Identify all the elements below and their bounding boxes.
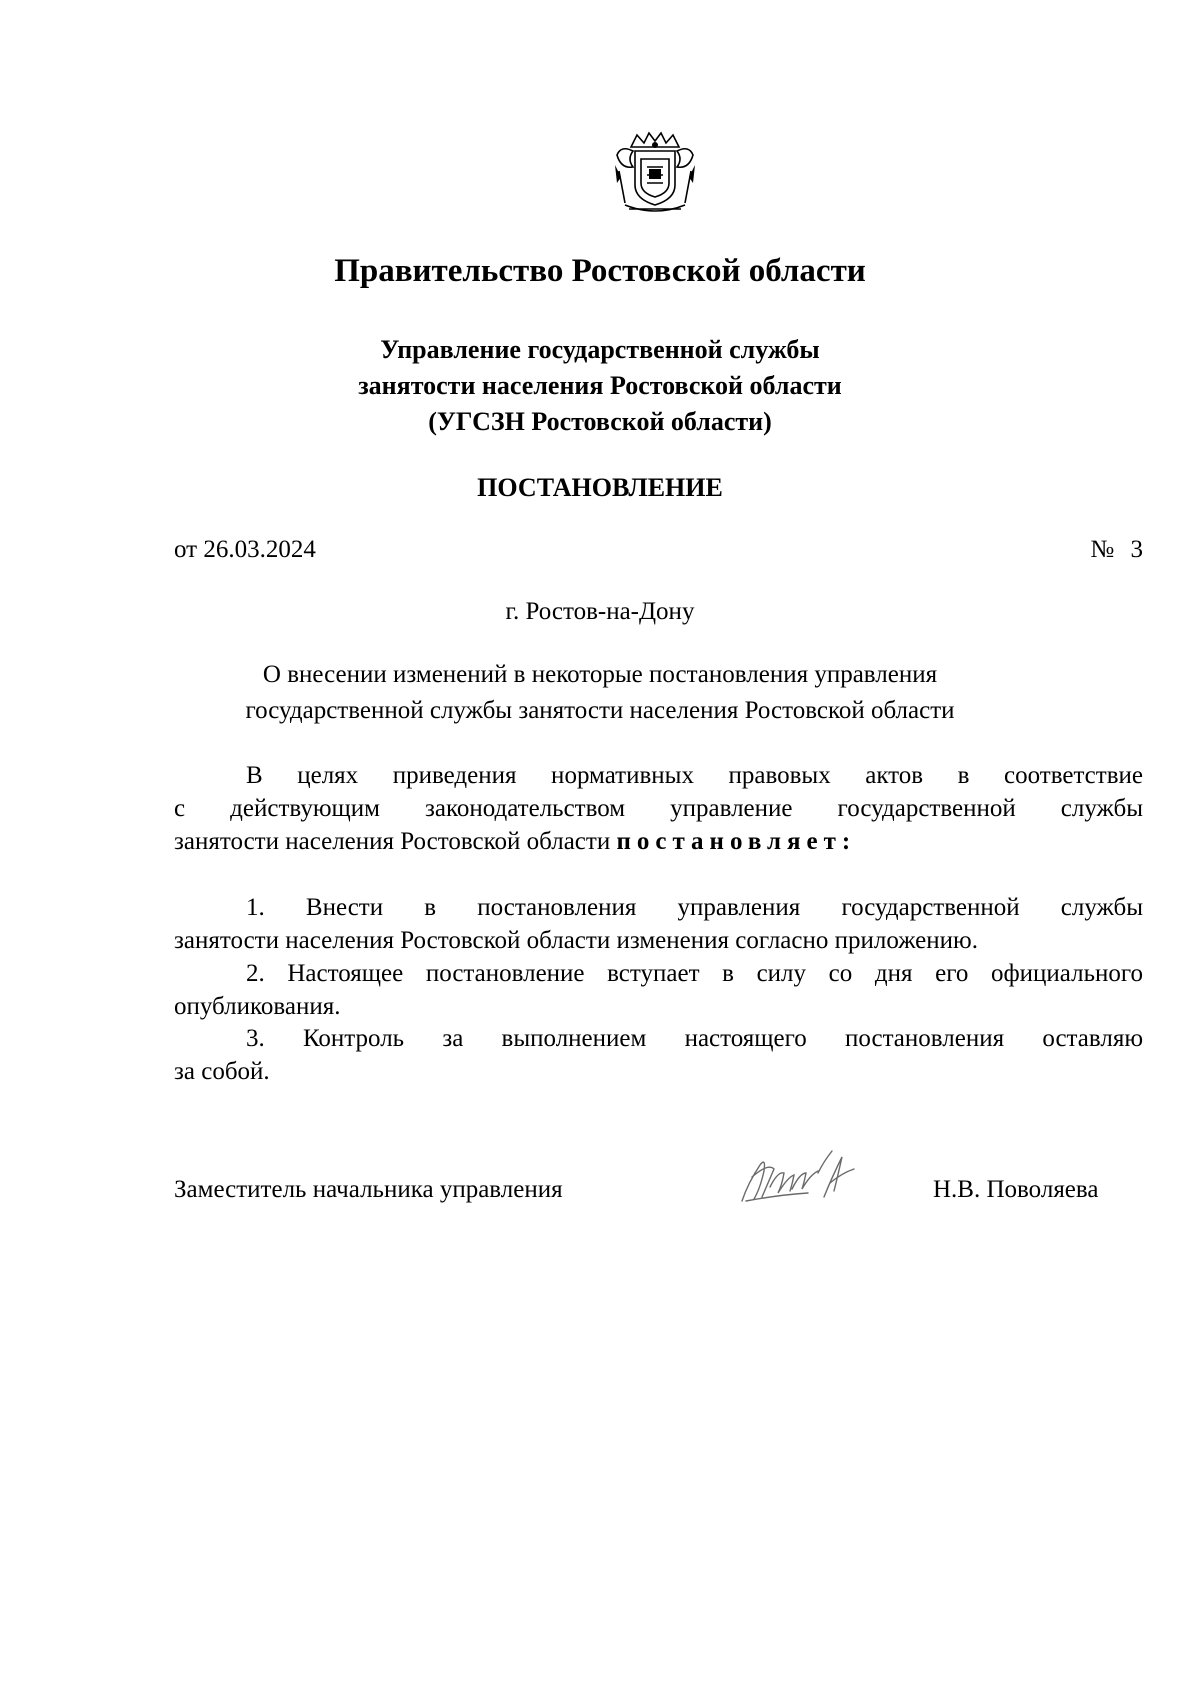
coat-of-arms-icon [611,125,699,217]
preamble-line-3 [174,825,1143,858]
item-3-line-2: за собой. [174,1058,270,1085]
item-1-line-2: занятости населения Ростовской области изменения согласно приложению. [174,927,978,954]
item-2 [174,957,1143,1023]
signatory-name: Н.В. Поволяева [933,1176,1099,1203]
subject-line-2: государственной службы занятости населения Ростовской области [245,697,955,724]
item-1-line-1: 1. Внести в постановления управления государственной службы [246,894,1143,921]
document-number: № 3 [1090,536,1143,563]
preamble-paragraph [174,759,1143,858]
subject-line-1: О внесении изменений в некоторые постановления управления [262,661,938,688]
handwritten-signature-icon [738,1143,858,1209]
document-city: г. Ростов-на-Дону [505,598,695,625]
signatory-role: Заместитель начальника управления [174,1176,563,1203]
preamble-line-3-text: занятости населения Ростовской области [174,828,617,855]
agency-name-line-1: Управление государственной службы [380,335,820,364]
document-type: ПОСТАНОВЛЕНИЕ [477,473,723,502]
agency-name-line-2: занятости населения Ростовской области [358,371,842,400]
item-3 [174,1022,1143,1088]
government-title: Правительство Ростовской области [334,253,866,289]
item-3-line-1: 3. Контроль за выполнением настоящего постановления оставляю [246,1025,1143,1052]
item-1 [174,891,1143,957]
agency-abbreviation: (УГСЗН Ростовской области) [428,407,772,436]
preamble-line-1: В целях приведения нормативных правовых актов в соответствие [246,762,1143,789]
item-2-line-1: 2. Настоящее постановление вступает в силу со дня его официального [246,960,1143,987]
item-2-line-2: опубликования. [174,993,341,1020]
document-date: от 26.03.2024 [174,536,316,563]
preamble-line-2: с действующим законодательством управление государственной службы [174,795,1143,822]
decree-word: постановляет: [616,828,857,855]
